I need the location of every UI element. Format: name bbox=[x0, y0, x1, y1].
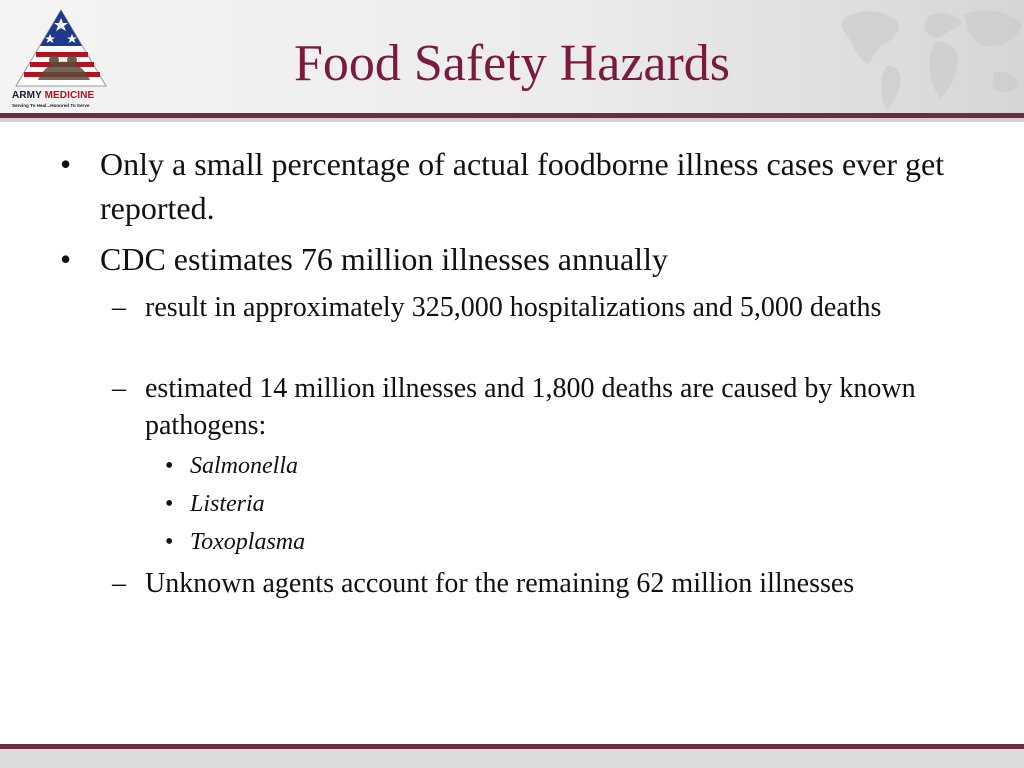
bullet-marker: • bbox=[165, 491, 174, 517]
bullet-marker: • bbox=[165, 453, 174, 479]
logo-title: ARMY MEDICINE bbox=[12, 90, 95, 101]
dash-marker: – bbox=[112, 568, 126, 599]
bullet-text: Only a small percentage of actual foodborne illness cases ever get reported. bbox=[100, 146, 945, 226]
footer-band bbox=[0, 749, 1024, 768]
bullet-marker: • bbox=[165, 529, 174, 555]
header-divider-shadow bbox=[0, 118, 1024, 122]
pathogen-name: Toxoplasma bbox=[190, 529, 306, 555]
pathogen-name: Listeria bbox=[190, 491, 265, 517]
slide-header bbox=[0, 0, 1024, 114]
logo-tagline: Serving To Heal...Honored To Serve bbox=[12, 103, 90, 108]
bullet-text: CDC estimates 76 million illnesses annually bbox=[100, 241, 668, 277]
pathogen-name: Salmonella bbox=[190, 453, 298, 479]
dash-marker: – bbox=[112, 373, 126, 404]
dash-marker: – bbox=[112, 292, 126, 323]
bullet-marker: • bbox=[60, 241, 72, 277]
sub-bullet-text: Unknown agents account for the remaining 62 million illnesses bbox=[145, 568, 855, 599]
sub-bullet-text: estimated 14 million illnesses and 1,800 deaths are caused by known pathogens: bbox=[145, 373, 916, 441]
bullet-marker: • bbox=[60, 146, 72, 182]
sub-bullet-text: result in approximately 325,000 hospitalizations and 5,000 deaths bbox=[145, 292, 882, 323]
slide-title: Food Safety Hazards bbox=[293, 35, 731, 92]
